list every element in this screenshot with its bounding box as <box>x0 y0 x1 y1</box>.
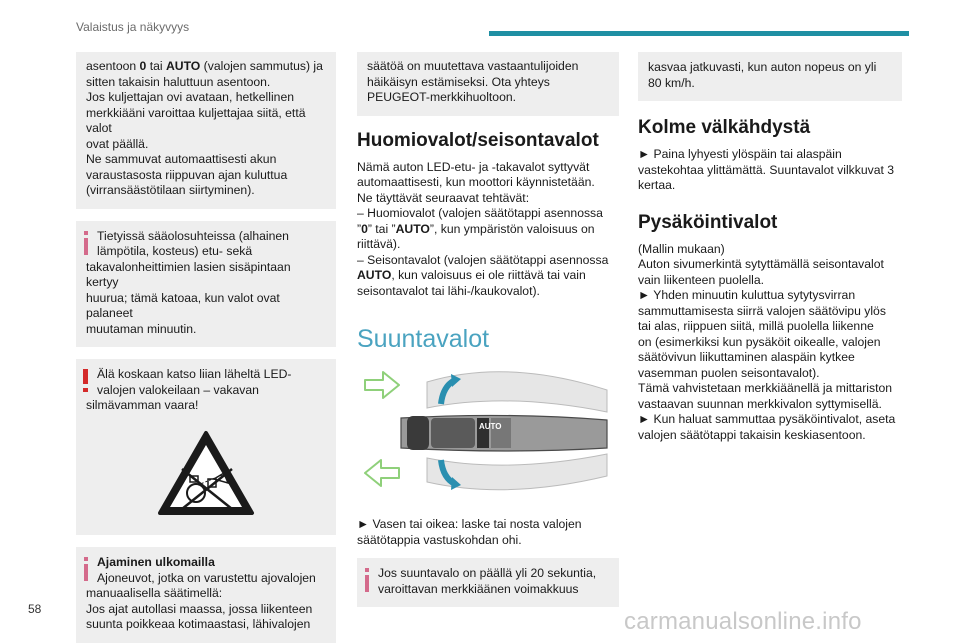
watermark: carmanualsonline.info <box>624 608 862 635</box>
column-left <box>76 52 336 643</box>
note-line: kasvaa jatkuvasti, kun auton nopeus on yli <box>648 60 877 74</box>
note-line: Jos suuntavalo on päällä yli 20 sekuntia, <box>378 566 597 580</box>
info-note-indicator-sound <box>357 558 619 607</box>
heading-three-flashes: Kolme välkähdystä <box>638 117 811 138</box>
note-line: Ajoneuvot, jotka on varustettu ajovalojen <box>97 570 316 585</box>
para-line: varaustasosta riippuvan ajan kuluttua <box>86 167 288 182</box>
note-line: lämpötila, kosteus) etu- sekä <box>97 244 253 258</box>
section-title: Valaistus ja näkyvyys <box>76 20 190 34</box>
para-line: seisontavalot tai lähi-/kaukovalot). <box>357 283 540 298</box>
heading-parking-lamps: Pysäköintivalot <box>638 211 778 233</box>
para-line: – Huomiovalot (valojen säätötappi asennossa <box>357 206 603 220</box>
column-right <box>638 52 902 443</box>
para-line: Jos kuljettajan ovi avataan, hetkellinen <box>86 90 294 104</box>
para-line: säätövivun liikuttaminen alaspäin kytkee <box>638 350 855 364</box>
warning-note-led <box>76 359 336 535</box>
note-line: häikäisyn estämiseksi. Ota yhteys <box>367 74 550 89</box>
note-line: manuaalisella säätimellä: <box>86 586 223 600</box>
para-line: AUTO, kun valoisuus ei ole riittävä tai vain <box>357 268 586 282</box>
para-line: asentoon 0 tai AUTO (valojen sammutus) ja <box>86 59 323 73</box>
para-line: (virransäästötilaan siirtyminen). <box>86 183 255 197</box>
para-line: merkkiääni varoittaa kuljettajaa siitä, että valot <box>86 105 306 135</box>
info-icon <box>84 231 88 255</box>
para-line: sitten takaisin haluttuun asentoon. <box>86 74 271 89</box>
do-not-look-at-light-icon <box>156 429 256 519</box>
para-line: Tämä vahvistetaan merkkiäänellä ja mittariston <box>638 381 893 395</box>
info-note-frost <box>76 221 336 348</box>
note-line: takavalonheittimien lasien sisäpintaan kertyy <box>86 259 291 289</box>
continued-note-box <box>357 52 619 116</box>
note-line: huurua; tämä katoaa, kun valot ovat palaneet <box>86 290 280 320</box>
info-icon <box>84 557 88 581</box>
note-line: suunta poikkeaa kotimaastasi, lähivalojen <box>86 617 311 631</box>
note-line: varoittavan merkkiäänen voimakkuus <box>378 581 579 596</box>
info-note-abroad <box>76 547 336 643</box>
para-line: (Mallin mukaan) <box>638 241 725 256</box>
para-line: ► Vasen tai oikea: laske tai nosta valojen <box>357 517 582 531</box>
para-line: ► Kun haluat sammuttaa pysäköintivalot, aseta <box>638 412 896 426</box>
note-line: muutaman minuutin. <box>86 321 197 336</box>
note-line: PEUGEOT-merkkihuoltoon. <box>367 90 517 104</box>
note-line: säätöä on muutettava vastaantulijoiden <box>367 59 579 73</box>
stalk-auto-label: AUTO <box>479 422 502 431</box>
indicator-stalk-diagram <box>357 362 619 502</box>
para-line: Auton sivumerkintä sytyttämällä seisontavalot <box>638 257 884 271</box>
note-line: silmävamman vaara! <box>86 398 199 412</box>
para-line: kertaa. <box>638 178 676 192</box>
note-line: 80 km/h. <box>648 75 695 90</box>
para-line: on (esimerkiksi kun pysäköit oikealle, valojen <box>638 334 881 349</box>
para-line: Ne täyttävät seuraavat tehtävät: <box>357 190 530 205</box>
para-line: valojen säätötappi takaisin keskiasentoon. <box>638 427 866 442</box>
continued-text-box <box>76 52 336 209</box>
para-line: vastaavan suunnan merkkivalon syttymisellä. <box>638 396 882 411</box>
column-middle <box>357 52 619 607</box>
para-line: vasemman puolen seisontavalot). <box>638 365 820 380</box>
para-line: Ne sammuvat automaattisesti akun <box>86 152 277 166</box>
page-number: 58 <box>28 602 42 616</box>
note-line: Jos ajat autollasi maassa, jossa liikenteen <box>86 601 313 616</box>
para-line: ”0” tai ”AUTO”, kun ympäristön valoisuus on <box>357 221 595 236</box>
para-line: riittävä). <box>357 237 401 251</box>
note-title: Ajaminen ulkomailla <box>97 555 215 569</box>
note-line: Tietyissä sääolosuhteissa (alhainen <box>97 228 289 243</box>
info-icon <box>365 568 369 592</box>
para-line: sammuttamisesta siirrä valojen säätövipu ylös <box>638 303 886 318</box>
header-accent-bar <box>489 31 909 36</box>
para-line: automaattisesti, kun moottori käynnistetään. <box>357 175 595 189</box>
note-line: Älä koskaan katso liian läheltä LED- <box>97 367 292 381</box>
para-line: ovat päällä. <box>86 136 149 151</box>
para-line: vastekohtaa ylittämättä. Suuntavalot vilkkuvat 3 <box>638 162 895 177</box>
continued-note-box <box>638 52 902 101</box>
heading-indicators: Suuntavalot <box>357 325 490 353</box>
heading-parking-lights: Huomiovalot/seisontavalot <box>357 129 599 151</box>
note-line: valojen valokeilaan – vakavan <box>97 382 259 397</box>
para-line: ► Yhden minuutin kuluttua sytytysvirran <box>638 288 856 302</box>
para-line: säätötappia vastuskohdan ohi. <box>357 532 522 547</box>
warning-icon <box>83 369 89 393</box>
para-line: ► Paina lyhyesti ylöspäin tai alaspäin <box>638 147 842 161</box>
para-line: vain liikenteen puolella. <box>638 272 765 287</box>
para-line: – Seisontavalot (valojen säätötappi asennossa <box>357 252 609 267</box>
para-line: tai alas, riippuen siitä, millä puolella liikenne <box>638 319 874 333</box>
para-line: Nämä auton LED-etu- ja -takavalot syttyvät <box>357 159 590 174</box>
